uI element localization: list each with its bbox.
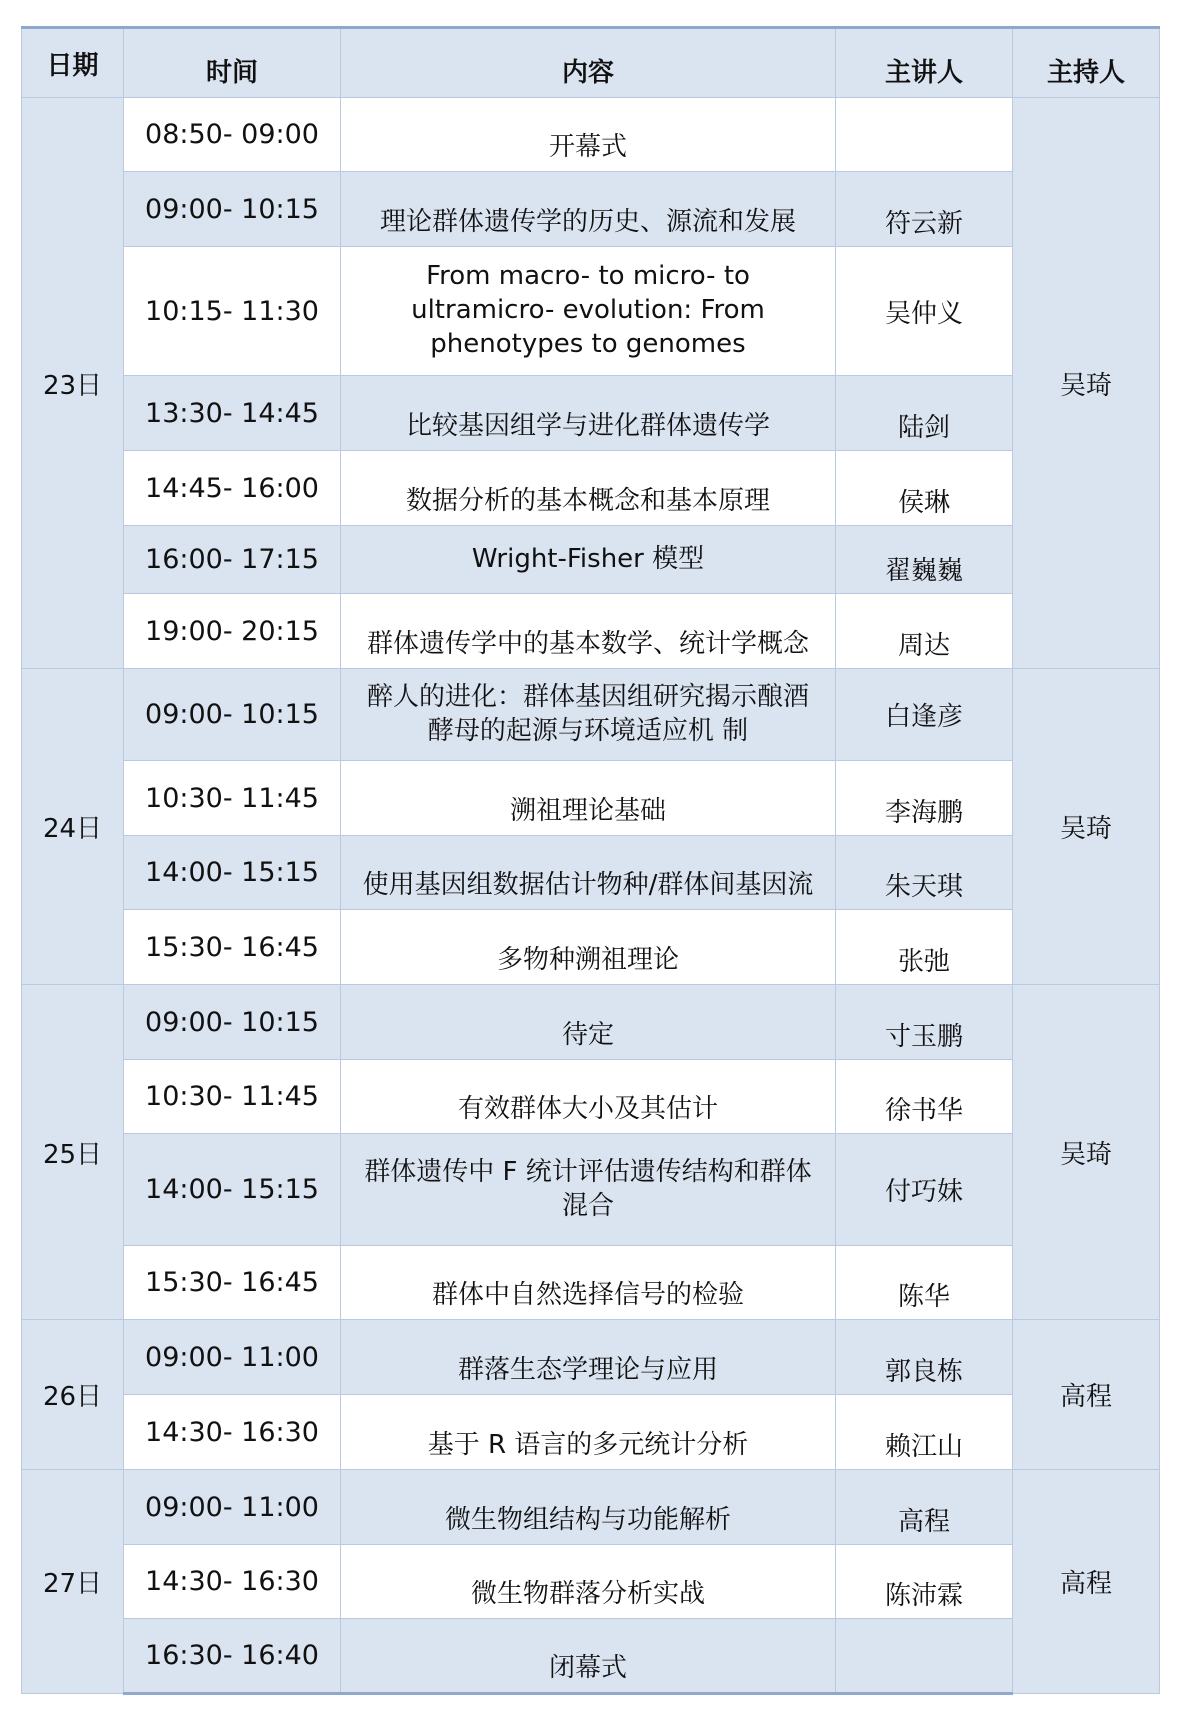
session-content: 群体中自然选择信号的检验 <box>341 1246 836 1320</box>
day-host: 吴琦 <box>1013 985 1160 1320</box>
schedule-table <box>21 26 1160 1695</box>
session-time: 10:30- 11:45 <box>124 1060 341 1134</box>
session-speaker: 郭良栋 <box>836 1320 1013 1395</box>
session-content: Wright-Fisher 模型 <box>341 526 836 594</box>
day-date: 25日 <box>22 985 124 1320</box>
header-speaker: 主讲人 <box>836 28 1013 98</box>
table-row <box>22 761 1160 836</box>
session-content <box>341 247 836 376</box>
header-date: 日期 <box>22 28 124 98</box>
content-line: 酵母的起源与环境适应机 制 <box>427 715 749 746</box>
day-host: 高程 <box>1013 1470 1160 1694</box>
content-line: 混合 <box>561 1190 614 1221</box>
session-time: 09:00- 10:15 <box>124 669 341 761</box>
session-time: 14:00- 15:15 <box>124 1134 341 1246</box>
session-time: 14:30- 16:30 <box>124 1545 341 1619</box>
session-content: 理论群体遗传学的历史、源流和发展 <box>341 172 836 247</box>
table-row <box>22 376 1160 451</box>
session-time: 16:30- 16:40 <box>124 1619 341 1694</box>
session-speaker: 吴仲义 <box>836 247 1013 376</box>
session-speaker: 侯琳 <box>836 451 1013 526</box>
table-row <box>22 985 1160 1060</box>
session-time: 15:30- 16:45 <box>124 1246 341 1320</box>
session-time: 09:00- 11:00 <box>124 1320 341 1395</box>
session-content: 开幕式 <box>341 98 836 172</box>
session-speaker: 付巧妹 <box>836 1134 1013 1246</box>
day-host: 吴琦 <box>1013 669 1160 985</box>
content-line: 群体遗传中 F 统计评估遗传结构和群体 <box>364 1156 812 1187</box>
session-content: 使用基因组数据估计物种/群体间基因流 <box>341 836 836 910</box>
table-row <box>22 1134 1160 1246</box>
session-time: 10:30- 11:45 <box>124 761 341 836</box>
session-time: 09:00- 10:15 <box>124 172 341 247</box>
session-time: 13:30- 14:45 <box>124 376 341 451</box>
session-content: 微生物群落分析实战 <box>341 1545 836 1619</box>
session-content: 有效群体大小及其估计 <box>341 1060 836 1134</box>
session-speaker: 赖江山 <box>836 1395 1013 1470</box>
day-host: 吴琦 <box>1013 98 1160 669</box>
table-row <box>22 526 1160 594</box>
session-content: 数据分析的基本概念和基本原理 <box>341 451 836 526</box>
session-content: 多物种溯祖理论 <box>341 910 836 985</box>
session-content: 闭幕式 <box>341 1619 836 1694</box>
table-row <box>22 1246 1160 1320</box>
session-content: 基于 R 语言的多元统计分析 <box>341 1395 836 1470</box>
table-row <box>22 910 1160 985</box>
table-row <box>22 836 1160 910</box>
day-date: 24日 <box>22 669 124 985</box>
session-speaker: 白逢彦 <box>836 669 1013 761</box>
session-time: 09:00- 11:00 <box>124 1470 341 1545</box>
header-row <box>22 28 1160 98</box>
header-time: 时间 <box>124 28 341 98</box>
session-speaker <box>836 1619 1013 1694</box>
session-content: 群落生态学理论与应用 <box>341 1320 836 1395</box>
table-row <box>22 1619 1160 1694</box>
session-time: 15:30- 16:45 <box>124 910 341 985</box>
session-speaker: 徐书华 <box>836 1060 1013 1134</box>
session-speaker: 陈华 <box>836 1246 1013 1320</box>
session-speaker: 高程 <box>836 1470 1013 1545</box>
session-content: 溯祖理论基础 <box>341 761 836 836</box>
table-row <box>22 451 1160 526</box>
session-speaker: 张弛 <box>836 910 1013 985</box>
session-content: 微生物组结构与功能解析 <box>341 1470 836 1545</box>
content-line: From macro- to micro- to <box>426 261 750 292</box>
session-speaker: 李海鹏 <box>836 761 1013 836</box>
table-row <box>22 247 1160 376</box>
table-row <box>22 172 1160 247</box>
table-row <box>22 1470 1160 1545</box>
session-content: 群体遗传学中的基本数学、统计学概念 <box>341 594 836 669</box>
table-row <box>22 594 1160 669</box>
session-time: 14:30- 16:30 <box>124 1395 341 1470</box>
session-content: 比较基因组学与进化群体遗传学 <box>341 376 836 451</box>
session-speaker: 符云新 <box>836 172 1013 247</box>
table-row <box>22 669 1160 761</box>
session-content <box>341 669 836 761</box>
session-content: 待定 <box>341 985 836 1060</box>
session-time: 08:50- 09:00 <box>124 98 341 172</box>
session-time: 19:00- 20:15 <box>124 594 341 669</box>
table-row <box>22 1060 1160 1134</box>
day-date: 23日 <box>22 98 124 669</box>
header-host: 主持人 <box>1013 28 1160 98</box>
session-content <box>341 1134 836 1246</box>
table-row <box>22 1395 1160 1470</box>
day-host: 高程 <box>1013 1320 1160 1470</box>
session-speaker: 翟巍巍 <box>836 526 1013 594</box>
content-line: ultramicro- evolution: From <box>411 295 765 326</box>
session-time: 14:00- 15:15 <box>124 836 341 910</box>
session-speaker: 陆剑 <box>836 376 1013 451</box>
session-time: 14:45- 16:00 <box>124 451 341 526</box>
content-line: phenotypes to genomes <box>430 328 746 359</box>
session-time: 16:00- 17:15 <box>124 526 341 594</box>
header-content: 内容 <box>341 28 836 98</box>
day-date: 27日 <box>22 1470 124 1694</box>
table-row <box>22 1545 1160 1619</box>
content-line: 醉人的进化：群体基因组研究揭示酿酒 <box>366 681 809 712</box>
session-time: 09:00- 10:15 <box>124 985 341 1060</box>
session-speaker <box>836 98 1013 172</box>
session-time: 10:15- 11:30 <box>124 247 341 376</box>
table-row <box>22 1320 1160 1395</box>
session-speaker: 朱天琪 <box>836 836 1013 910</box>
day-date: 26日 <box>22 1320 124 1470</box>
session-speaker: 寸玉鹏 <box>836 985 1013 1060</box>
table-row <box>22 98 1160 172</box>
session-speaker: 陈沛霖 <box>836 1545 1013 1619</box>
session-speaker: 周达 <box>836 594 1013 669</box>
